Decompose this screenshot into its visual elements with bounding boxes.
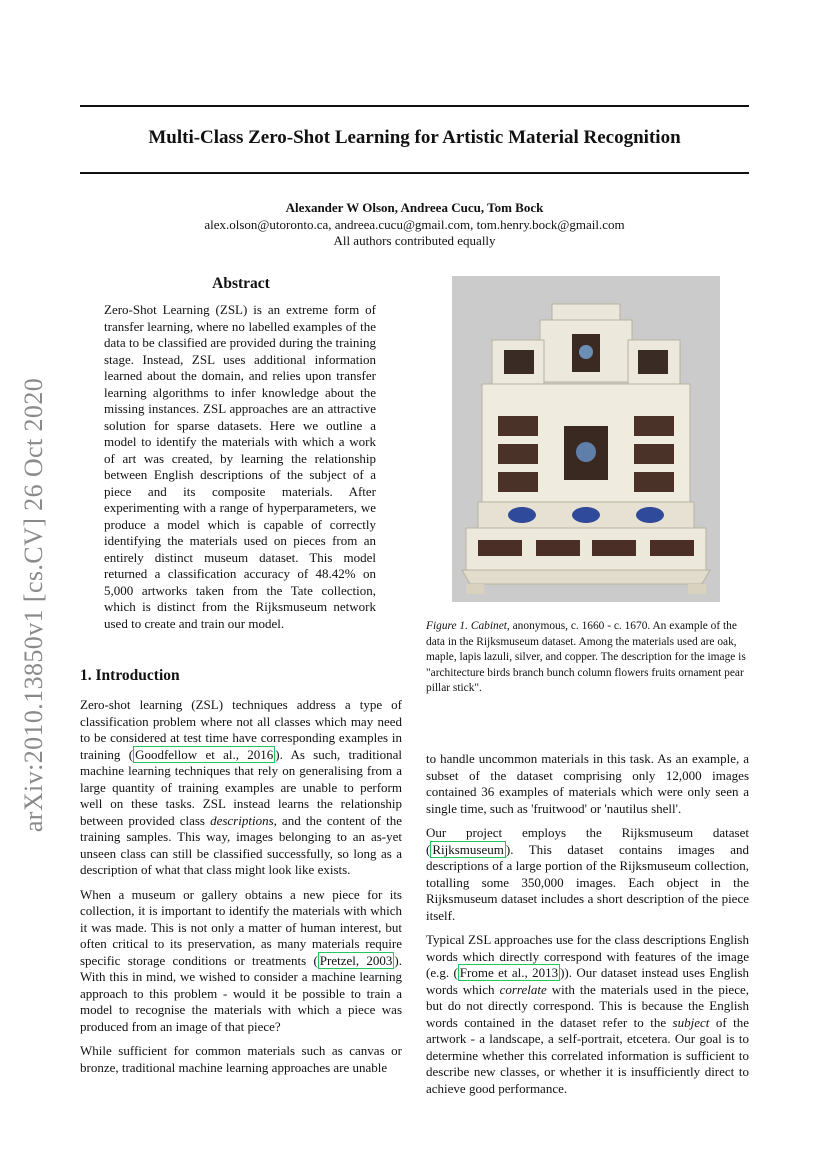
figure-cabinet-image: [452, 276, 720, 602]
text-span: with the materials used in the piece, but do not directly correspond. This is because the English words contained in the dataset refer to the: [426, 981, 749, 1030]
text-span: ). With this in mind, we wished to consider a machine learning approach to this problem - would it be possible to train a model to recognise the materials with which a piece was produced from an image of that piece?: [80, 952, 403, 1034]
left-column-body: [80, 697, 402, 1084]
figure-label: Figure 1.: [426, 620, 468, 632]
text-span: When a museum or gallery obtains a new piece for its collection, it is important to identify the materials with which it was made. This is not only a matter of human interest, but often critical to its preservation, as many materials require specific storage conditions or treatments (: [80, 886, 402, 968]
citation-link[interactable]: Pretzel, 2003: [319, 952, 393, 968]
text-span: Typical ZSL approaches use for the class descriptions English words which directly correspond with features of the image (e.g. (: [426, 932, 749, 980]
citation-link[interactable]: Frome et al., 2013: [459, 965, 559, 980]
text-span: , and the content of the training samples. This way, images belonging to an as-yet unseen class can still be classified successfully, so long as a description of what that class might look like exists.: [80, 812, 402, 877]
intro-paragraph-1: [80, 697, 402, 879]
author-names: Alexander W Olson, Andreea Cucu, Tom Bock: [285, 200, 544, 215]
author-note: All authors contributed equally: [333, 233, 496, 248]
cabinet-illustration: [452, 276, 720, 602]
title-rule-bottom: [80, 172, 749, 174]
text-span: Our project employs the Rijksmuseum dataset (: [426, 825, 749, 857]
figure-title: Cabinet: [470, 620, 507, 632]
emphasis-text: correlate: [499, 981, 547, 997]
figure-caption: [426, 619, 749, 697]
section-heading-introduction: 1. Introduction: [80, 667, 180, 684]
citation-link[interactable]: Goodfellow et al., 2016: [135, 746, 274, 762]
intro-paragraph-6: [426, 932, 749, 1097]
paper-title: Multi-Class Zero-Shot Learning for Artistic Material Recognition: [148, 127, 681, 148]
citation-link[interactable]: Rijksmuseum: [432, 841, 504, 857]
abstract-heading: Abstract: [212, 275, 270, 292]
abstract-text: Zero-Shot Learning (ZSL) is an extreme form of transfer learning, where no labelled examples of the data to be classified are provided during the training stage. Instead, ZSL uses additional information learned about the domain, and relies upon transfer learning algorithms to infer knowledge about the missing instances. ZSL approaches are an attractive solution for sparse datasets. Here we outline a model to identify the materials with which a work of art was created, by learning the relationship between English descriptions of the subject of a piece and its composite materials. After experimenting with a range of hyperparameters, we produce a model which is capable of correctly identifying the materials used on pieces from an entirely distinct museum dataset. This model returned a classification accuracy of 48.42% on 5,000 artworks taken from the Tate collection, which is distinct from the Rijksmuseum network used to create and train our model.: [104, 302, 376, 631]
intro-paragraph-3: While sufficient for common materials such as canvas or bronze, traditional machine learning approaches are unable: [80, 1043, 402, 1075]
emphasis-text: subject: [672, 1014, 710, 1030]
author-emails[interactable]: alex.olson@utoronto.ca, andreea.cucu@gmail.com, tom.henry.bock@gmail.com: [204, 216, 625, 232]
text-span: )). Our dataset instead uses English words which: [426, 965, 750, 997]
figure-caption-text: , anonymous, c. 1660 - c. 1670. An example of the data in the Rijksmuseum dataset. Among the materials used are oak, maple, lapis lazuli, silver, and copper. The description for the image is "architecture birds branch bunch column flowers fruits ornament pear pillar stick".: [426, 620, 746, 694]
intro-paragraph-4: to handle uncommon materials in this task. As an example, a subset of the dataset comprising only 12,000 images contained 36 examples of materials which were only seen a single time, such as 'fruitwood' or 'nautilus shell'.: [426, 751, 749, 816]
text-span: ). This dataset contains images and descriptions of a large portion of the Rijksmuseum collection, totalling some 350,000 images. Each object in the Rijksmuseum dataset includes a short description of the piece itself.: [426, 841, 749, 923]
emphasis-text: descriptions: [210, 812, 274, 828]
arxiv-stamp-text: arXiv:2010.13850v1 [cs.CV] 26 Oct 2020: [19, 377, 49, 833]
text-span: Zero-shot learning (ZSL) techniques address a type of classification problem where not all classes which may need to be considered at test time have corresponding examples in training (: [80, 697, 402, 762]
text-span: ). As such, traditional machine learning techniques that rely on generalising from a large quantity of training examples are unable to perform well on these tasks. ZSL instead learns the relationship between provided class: [80, 746, 402, 828]
right-column-body: [426, 751, 749, 1105]
intro-paragraph-2: [80, 887, 402, 1036]
arxiv-stamp: [12, 365, 57, 845]
text-span: of the artwork - a landscape, a self-portrait, etcetera. Our goal is to determine whether this correlated information is sufficient to describe new classes, or whether it is insufficiently direct to achieve good performance.: [426, 1014, 749, 1096]
intro-paragraph-5: [426, 825, 749, 924]
author-block: [80, 200, 749, 250]
title-rule-top: [80, 105, 749, 107]
